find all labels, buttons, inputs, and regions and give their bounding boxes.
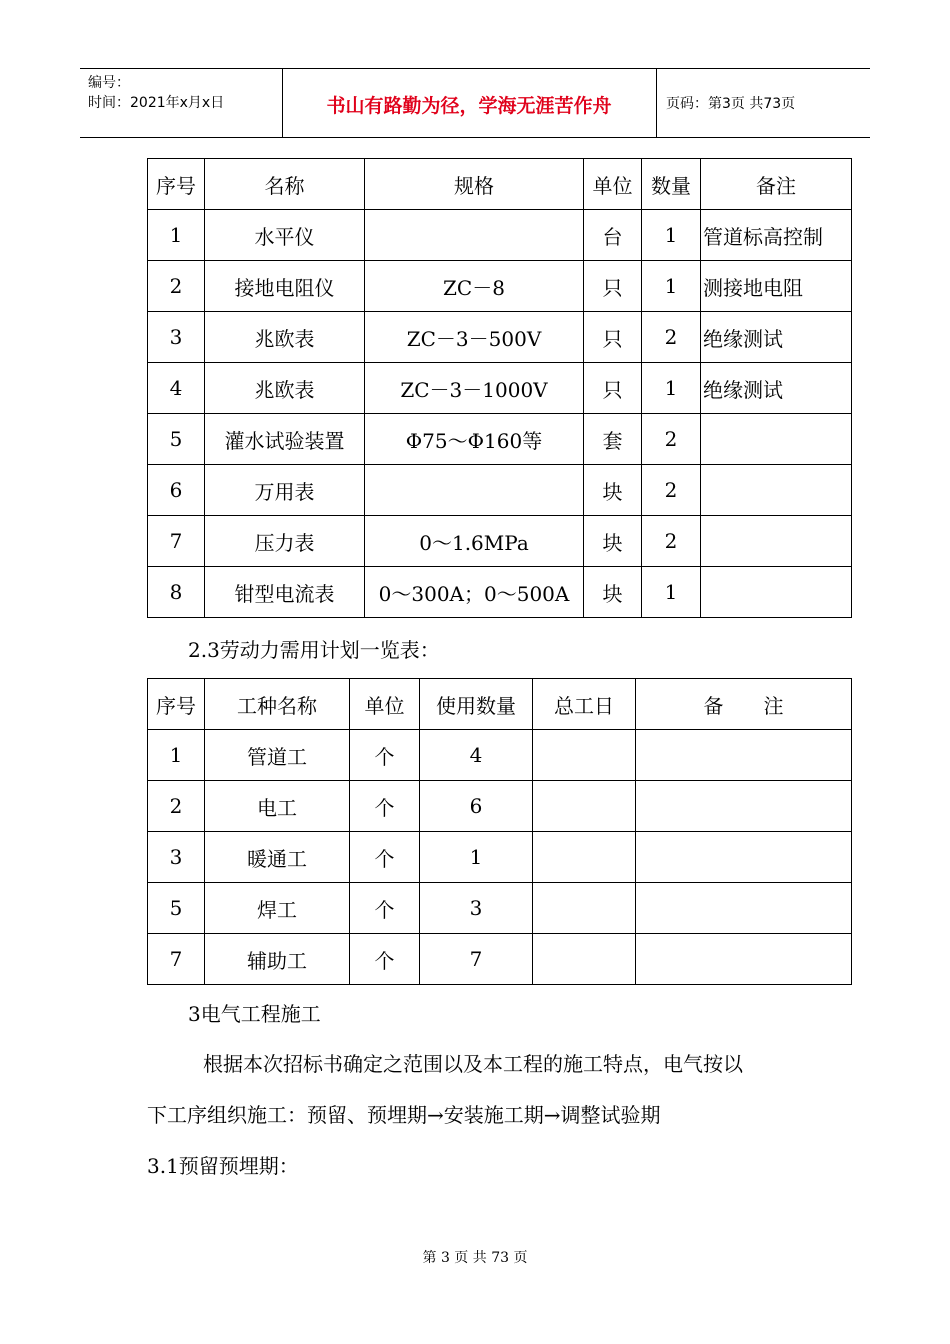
table-cell: 兆欧表 — [205, 312, 365, 363]
table-cell: 接地电阻仪 — [205, 261, 365, 312]
table-cell: 1 — [642, 567, 701, 618]
table-cell — [701, 567, 852, 618]
table-cell — [701, 414, 852, 465]
table-cell: 1 — [148, 730, 205, 781]
table-cell: 只 — [584, 312, 642, 363]
column-header: 名称 — [205, 159, 365, 210]
table-row — [148, 883, 852, 934]
table-cell: 管道标高控制 — [701, 210, 852, 261]
paragraph-line-1: 根据本次招标书确定之范围以及本工程的施工特点，电气按以 — [203, 1052, 743, 1076]
table-cell: 8 — [148, 567, 205, 618]
column-header: 序号 — [148, 159, 205, 210]
table-header-row — [148, 679, 852, 730]
table-cell: ZC－8 — [365, 261, 584, 312]
table-cell: 水平仪 — [205, 210, 365, 261]
table-row — [148, 465, 852, 516]
equipment-table — [147, 158, 852, 618]
table-cell — [365, 210, 584, 261]
table-cell: 3 — [420, 883, 533, 934]
column-header: 总工日 — [533, 679, 636, 730]
table-cell: 1 — [148, 210, 205, 261]
section-2-3-heading: 2.3劳动力需用计划一览表： — [188, 638, 440, 662]
table-cell — [701, 516, 852, 567]
table-cell: 7 — [148, 516, 205, 567]
table-cell: 个 — [350, 883, 420, 934]
table-cell: 块 — [584, 465, 642, 516]
table-row — [148, 516, 852, 567]
table-row — [148, 414, 852, 465]
table-cell: 7 — [420, 934, 533, 985]
table-cell: 灌水试验装置 — [205, 414, 365, 465]
table-cell — [636, 934, 852, 985]
section-3-1-heading: 3.1预留预埋期： — [147, 1154, 299, 1178]
column-header: 数量 — [642, 159, 701, 210]
header-meta — [88, 73, 224, 113]
table-cell: 4 — [148, 363, 205, 414]
table-cell — [636, 883, 852, 934]
table-cell: 6 — [148, 465, 205, 516]
column-header: 序号 — [148, 679, 205, 730]
table-cell: 钳型电流表 — [205, 567, 365, 618]
table-cell: 辅助工 — [205, 934, 350, 985]
section-3-heading: 3电气工程施工 — [188, 1002, 321, 1026]
table-cell: 个 — [350, 832, 420, 883]
table-cell — [533, 781, 636, 832]
paragraph-line-2: 下工序组织施工：预留、预埋期→安装施工期→调整试验期 — [147, 1103, 661, 1127]
table-row — [148, 567, 852, 618]
table-cell: 绝缘测试 — [701, 363, 852, 414]
labor-table — [147, 678, 852, 985]
table-cell: 个 — [350, 781, 420, 832]
table-cell: 块 — [584, 516, 642, 567]
table-cell: 5 — [148, 883, 205, 934]
table-cell: 只 — [584, 363, 642, 414]
table-cell: 管道工 — [205, 730, 350, 781]
table-cell — [701, 465, 852, 516]
column-header: 规格 — [365, 159, 584, 210]
table-row — [148, 312, 852, 363]
table-cell: 3 — [148, 832, 205, 883]
table-cell: 1 — [642, 261, 701, 312]
table-cell: 2 — [642, 465, 701, 516]
table-cell: 1 — [642, 210, 701, 261]
table-cell: 1 — [420, 832, 533, 883]
table-row — [148, 934, 852, 985]
page-footer: 第 3 页 共 73 页 — [422, 1250, 528, 1266]
table-cell: ZC－3－500V — [365, 312, 584, 363]
column-header: 备 注 — [636, 679, 852, 730]
table-cell: 2 — [148, 781, 205, 832]
table-cell: 6 — [420, 781, 533, 832]
table-row — [148, 363, 852, 414]
table-cell: 测接地电阻 — [701, 261, 852, 312]
table-cell: 万用表 — [205, 465, 365, 516]
table-row — [148, 210, 852, 261]
table-cell — [533, 883, 636, 934]
table-cell: 2 — [642, 414, 701, 465]
column-header: 工种名称 — [205, 679, 350, 730]
number-label: 编号： — [88, 75, 130, 91]
table-cell — [636, 730, 852, 781]
table-cell: 2 — [642, 516, 701, 567]
table-cell: 5 — [148, 414, 205, 465]
table-cell: 块 — [584, 567, 642, 618]
table-cell: 0～1.6MPa — [365, 516, 584, 567]
header-page-number: 页码：第3页 共73页 — [666, 96, 796, 112]
table-cell: 焊工 — [205, 883, 350, 934]
header-motto: 书山有路勤为径，学海无涯苦作舟 — [326, 95, 612, 117]
table-cell — [636, 832, 852, 883]
column-header: 备注 — [701, 159, 852, 210]
table-cell: 电工 — [205, 781, 350, 832]
column-header: 单位 — [584, 159, 642, 210]
table-cell: 7 — [148, 934, 205, 985]
table-cell: 暖通工 — [205, 832, 350, 883]
table-header-row — [148, 159, 852, 210]
table-row — [148, 832, 852, 883]
table-cell: 只 — [584, 261, 642, 312]
header-divider — [656, 69, 657, 137]
table-cell: 绝缘测试 — [701, 312, 852, 363]
page-header — [80, 68, 870, 138]
column-header: 使用数量 — [420, 679, 533, 730]
table-cell: 2 — [642, 312, 701, 363]
table-cell: 1 — [642, 363, 701, 414]
table-cell: 兆欧表 — [205, 363, 365, 414]
table-cell: 4 — [420, 730, 533, 781]
table-cell — [533, 832, 636, 883]
table-cell: 个 — [350, 730, 420, 781]
table-cell — [365, 465, 584, 516]
table-cell — [533, 934, 636, 985]
table-row — [148, 730, 852, 781]
table-cell — [533, 730, 636, 781]
table-cell: Φ75～Φ160等 — [365, 414, 584, 465]
table-cell: 个 — [350, 934, 420, 985]
table-cell: 2 — [148, 261, 205, 312]
time-label: 时间：2021年x月x日 — [88, 95, 225, 111]
table-cell: 压力表 — [205, 516, 365, 567]
table-cell: 台 — [584, 210, 642, 261]
table-cell: ZC－3－1000V — [365, 363, 584, 414]
table-cell — [636, 781, 852, 832]
table-cell: 0～300A；0～500A — [365, 567, 584, 618]
table-row — [148, 261, 852, 312]
table-cell: 套 — [584, 414, 642, 465]
column-header: 单位 — [350, 679, 420, 730]
table-cell: 3 — [148, 312, 205, 363]
table-row — [148, 781, 852, 832]
